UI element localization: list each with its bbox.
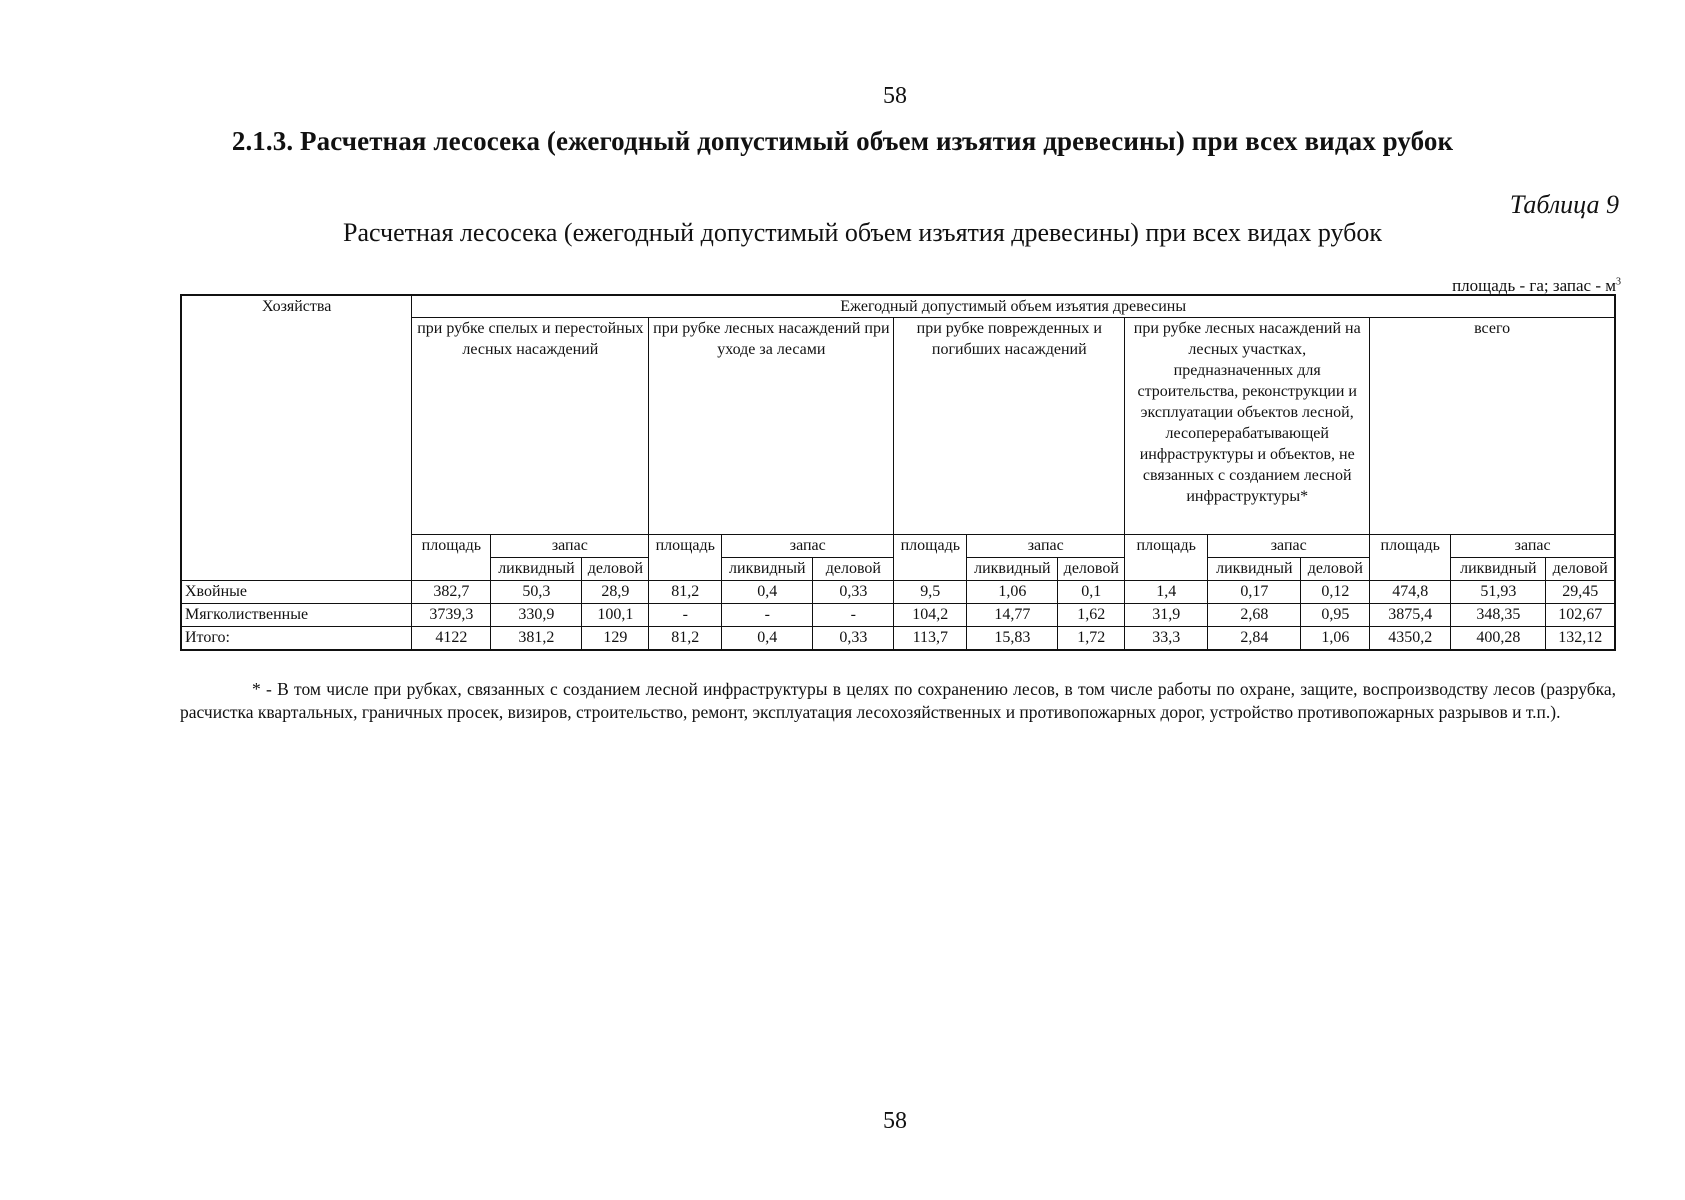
header-area: площадь	[894, 535, 967, 581]
table-cell: 400,28	[1451, 627, 1546, 651]
table-body	[181, 581, 1615, 651]
harvest-table	[180, 294, 1616, 651]
header-stock: запас	[1451, 535, 1615, 558]
table-cell: 129	[582, 627, 649, 651]
header-group-mature: при рубке спелых и перестойных лесных насаждений	[412, 318, 649, 535]
header-commercial: деловой	[1546, 558, 1615, 581]
table-cell: 0,4	[722, 627, 813, 651]
table-cell: -	[649, 604, 722, 627]
table-cell: 1,4	[1125, 581, 1208, 604]
table-cell: 0,33	[813, 627, 894, 651]
table-cell: 132,12	[1546, 627, 1615, 651]
header-group-damaged: при рубке поврежденных и погибших насаждений	[894, 318, 1125, 535]
header-area: площадь	[1370, 535, 1451, 581]
table-cell: 100,1	[582, 604, 649, 627]
table-cell: 15,83	[967, 627, 1058, 651]
header-stock: запас	[491, 535, 649, 558]
table-cell: 4122	[412, 627, 491, 651]
row-name: Мягколиственные	[181, 604, 412, 627]
header-liquid: ликвидный	[1451, 558, 1546, 581]
table-cell: 81,2	[649, 581, 722, 604]
header-liquid: ликвидный	[722, 558, 813, 581]
header-annual-volume: Ежегодный допустимый объем изъятия древесины	[412, 295, 1615, 318]
table-cell: 31,9	[1125, 604, 1208, 627]
table-cell: 14,77	[967, 604, 1058, 627]
header-liquid: ликвидный	[1208, 558, 1301, 581]
table-cell: 28,9	[582, 581, 649, 604]
table-cell: 1,72	[1058, 627, 1125, 651]
row-name: Хвойные	[181, 581, 412, 604]
header-stock: запас	[1208, 535, 1370, 558]
table-cell: -	[722, 604, 813, 627]
table-cell: 474,8	[1370, 581, 1451, 604]
table-cell: 381,2	[491, 627, 582, 651]
table-cell: 0,4	[722, 581, 813, 604]
table-number: Таблица 9	[1509, 190, 1619, 219]
header-liquid: ликвидный	[967, 558, 1058, 581]
page-number-bottom: 58	[883, 1108, 907, 1134]
header-area: площадь	[1125, 535, 1208, 581]
table-cell: 50,3	[491, 581, 582, 604]
table-row	[181, 581, 1615, 604]
table-cell: 113,7	[894, 627, 967, 651]
header-liquid: ликвидный	[491, 558, 582, 581]
table-cell: 4350,2	[1370, 627, 1451, 651]
header-commercial: деловой	[582, 558, 649, 581]
header-area: площадь	[649, 535, 722, 581]
table-cell: 0,17	[1208, 581, 1301, 604]
table-cell: 0,33	[813, 581, 894, 604]
header-households: Хозяйства	[181, 295, 412, 581]
table-row	[181, 604, 1615, 627]
table-cell: 348,35	[1451, 604, 1546, 627]
units-superscript: 3	[1616, 276, 1621, 288]
table-cell: 1,62	[1058, 604, 1125, 627]
footnote: * - В том числе при рубках, связанных с созданием лесной инфраструктуры в целях по сохранению лесов, в том числе работы по охране, защите, воспроизводству лесов (разрубка, расчистка квартальных, граничных просек, визиров, строительство, ремонт, эксплуатация лесохозяйственных и противопожарных дорог, устройство противопожарных разрывов и т.п.).	[180, 679, 1616, 722]
units-note	[1452, 276, 1621, 296]
table-cell: 102,67	[1546, 604, 1615, 627]
header-stock: запас	[967, 535, 1125, 558]
table-cell: 0,1	[1058, 581, 1125, 604]
table-cell: 104,2	[894, 604, 967, 627]
table-cell: 3875,4	[1370, 604, 1451, 627]
table-cell: 2,68	[1208, 604, 1301, 627]
table-cell: 1,06	[1301, 627, 1370, 651]
header-commercial: деловой	[813, 558, 894, 581]
header-group-thinning: при рубке лесных насаждений при уходе за лесами	[649, 318, 894, 535]
header-commercial: деловой	[1301, 558, 1370, 581]
units-text: площадь - га; запас - м	[1452, 276, 1616, 295]
header-group-total: всего	[1370, 318, 1615, 535]
table-cell: 3739,3	[412, 604, 491, 627]
header-commercial: деловой	[1058, 558, 1125, 581]
section-title: 2.1.3. Расчетная лесосека (ежегодный допустимый объем изъятия древесины) при всех видах рубок	[231, 126, 1454, 156]
table-cell: 9,5	[894, 581, 967, 604]
table-cell: 382,7	[412, 581, 491, 604]
table-cell: 33,3	[1125, 627, 1208, 651]
table-row	[181, 627, 1615, 651]
table-cell: 330,9	[491, 604, 582, 627]
page-number-top: 58	[883, 83, 907, 109]
table-cell: 81,2	[649, 627, 722, 651]
row-name: Итого:	[181, 627, 412, 651]
table-caption: Расчетная лесосека (ежегодный допустимый объем изъятия древесины) при всех видах рубок	[343, 218, 1382, 247]
table-cell: 0,95	[1301, 604, 1370, 627]
table-cell: 1,06	[967, 581, 1058, 604]
table-cell: 0,12	[1301, 581, 1370, 604]
table-cell: 29,45	[1546, 581, 1615, 604]
header-area: площадь	[412, 535, 491, 581]
table-cell: -	[813, 604, 894, 627]
table-cell: 51,93	[1451, 581, 1546, 604]
header-stock: запас	[722, 535, 894, 558]
header-group-construction: при рубке лесных насаждений на лесных участках, предназначенных для строительства, реконструкции и эксплуатации объектов лесной, лесоперерабатывающей инфраструктуры и объектов, не связанных с созданием лесной инфраструктуры*	[1125, 318, 1370, 535]
table-cell: 2,84	[1208, 627, 1301, 651]
